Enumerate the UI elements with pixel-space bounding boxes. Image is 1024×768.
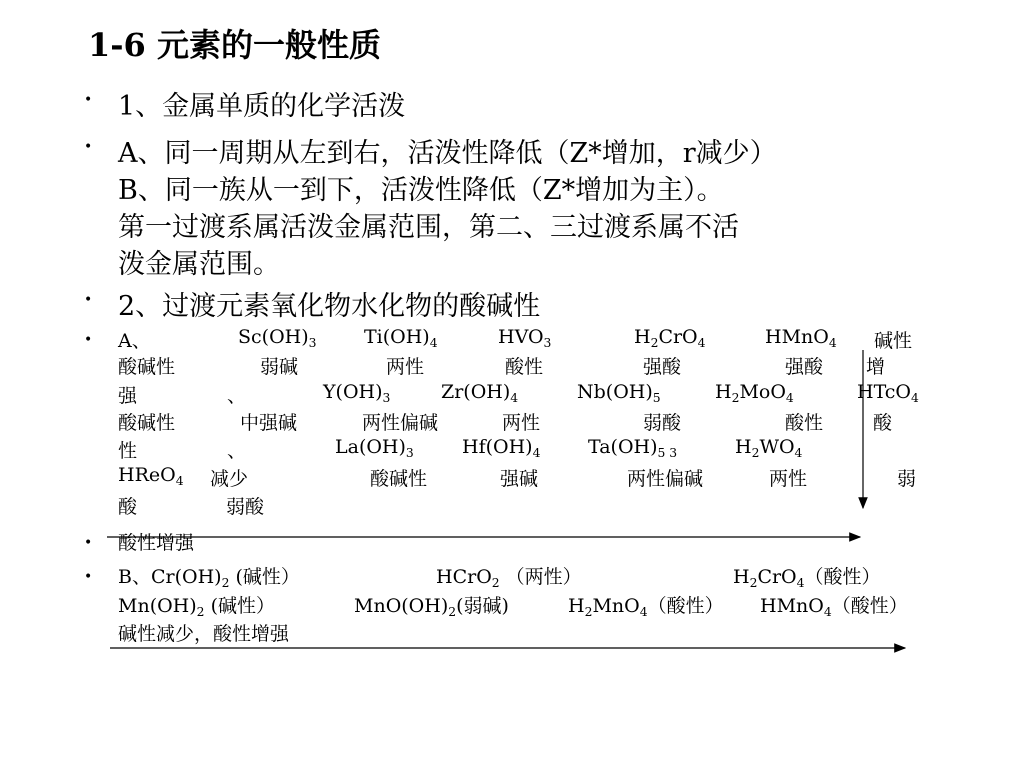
separator: 、 — [227, 440, 247, 462]
compound: $Nb(OH)_5$ — [577, 381, 661, 405]
row-label: 酸碱性 — [118, 356, 176, 378]
row-label: 酸碱性 — [118, 412, 176, 434]
compound: $La(OH)_3$ — [335, 436, 414, 460]
compound: $H_2WO_4$ — [735, 436, 803, 460]
section1-line-b: B、同一族从一到下，活泼性降低（Z*增加为主）。 — [118, 175, 724, 206]
property-value: 酸性 — [785, 412, 824, 434]
section1-line1: 1、金属单质的化学活泼 — [118, 91, 406, 122]
trend-label: 酸 — [873, 412, 893, 434]
property-value: 中强碱 — [240, 412, 298, 434]
row-lead: 酸 — [118, 496, 138, 518]
compound-entry: $MnO(OH)_2$(弱碱) — [354, 595, 509, 619]
bullet-dot: • — [84, 139, 93, 155]
bullet-dot: • — [84, 569, 93, 585]
acid-trend-label: 酸性增强 — [118, 532, 195, 554]
row-lead: 强 — [118, 385, 138, 407]
compound: HTcO$_4$ — [857, 381, 919, 405]
compound-entry: B、$Cr(OH)_2$ (碱性） — [118, 566, 300, 590]
compound: $Ta(OH)_{5 3}$ — [588, 436, 678, 460]
property-value: 弱酸 — [643, 412, 682, 434]
compound: $H_2MoO_4$ — [715, 381, 794, 405]
slide-title: 1-6 元素的一般性质 — [88, 26, 381, 64]
compound-entry: HMnO$_4$（酸性） — [760, 595, 908, 619]
row-label: 酸碱性 — [370, 468, 428, 490]
separator: 、 — [227, 385, 247, 407]
property-value: 强碱 — [500, 468, 539, 490]
compound: $Y(OH)_3$ — [323, 381, 391, 405]
section1-line-d: 泼金属范围。 — [118, 249, 280, 280]
compound: HMnO$_4$ — [765, 326, 837, 350]
bullet-dot: • — [84, 292, 93, 308]
property-value: 强酸 — [785, 356, 824, 378]
compound-entry: $H_2CrO_4$（酸性） — [733, 566, 881, 590]
period-a-prefix: A、 — [118, 330, 151, 352]
compound-entry: $Mn(OH)_2$ (碱性） — [118, 595, 275, 619]
compound: HReO$_4$ — [118, 464, 184, 488]
compound: $Zr(OH)_4$ — [441, 381, 519, 405]
compound: $HVO_3$ — [498, 326, 552, 350]
property-value: 弱酸 — [226, 496, 265, 518]
trend-label: 弱 — [897, 468, 917, 490]
section1-line2: 2、过渡元素氧化物水化物的酸碱性 — [118, 291, 541, 322]
section-b-summary: 碱性减少，酸性增强 — [118, 623, 290, 645]
compound: $Sc(OH)_3$ — [238, 326, 317, 350]
property-value: 两性 — [502, 412, 541, 434]
property-value: 强酸 — [643, 356, 682, 378]
compound: $H_2CrO_4$ — [634, 326, 706, 350]
compound-entry: HCrO$_2$ （两性） — [436, 566, 582, 590]
property-value: 弱碱 — [260, 356, 299, 378]
property-value: 两性偏碱 — [362, 412, 439, 434]
property-value: 两性偏碱 — [627, 468, 704, 490]
compound: $Hf(OH)_4$ — [462, 436, 541, 460]
bullet-dot: • — [84, 535, 93, 551]
property-value: 两性 — [386, 356, 425, 378]
compound-entry: $H_2MnO_4$（酸性） — [568, 595, 724, 619]
bullet-dot: • — [84, 92, 93, 108]
trend-label: 碱性 — [874, 330, 913, 352]
section1-line-a: A、同一周期从左到右，活泼性降低（Z*增加，r减少） — [118, 138, 777, 169]
property-value: 酸性 — [505, 356, 544, 378]
section1-line-c: 第一过渡系属活泼金属范围，第二、三过渡系属不活 — [118, 212, 739, 243]
row-lead: 性 — [118, 440, 138, 462]
property-value: 两性 — [769, 468, 808, 490]
compound: $Ti(OH)_4$ — [364, 326, 438, 350]
bullet-dot: • — [84, 332, 93, 348]
trend-note: 减少 — [210, 468, 249, 490]
trend-label: 增 — [866, 356, 886, 378]
